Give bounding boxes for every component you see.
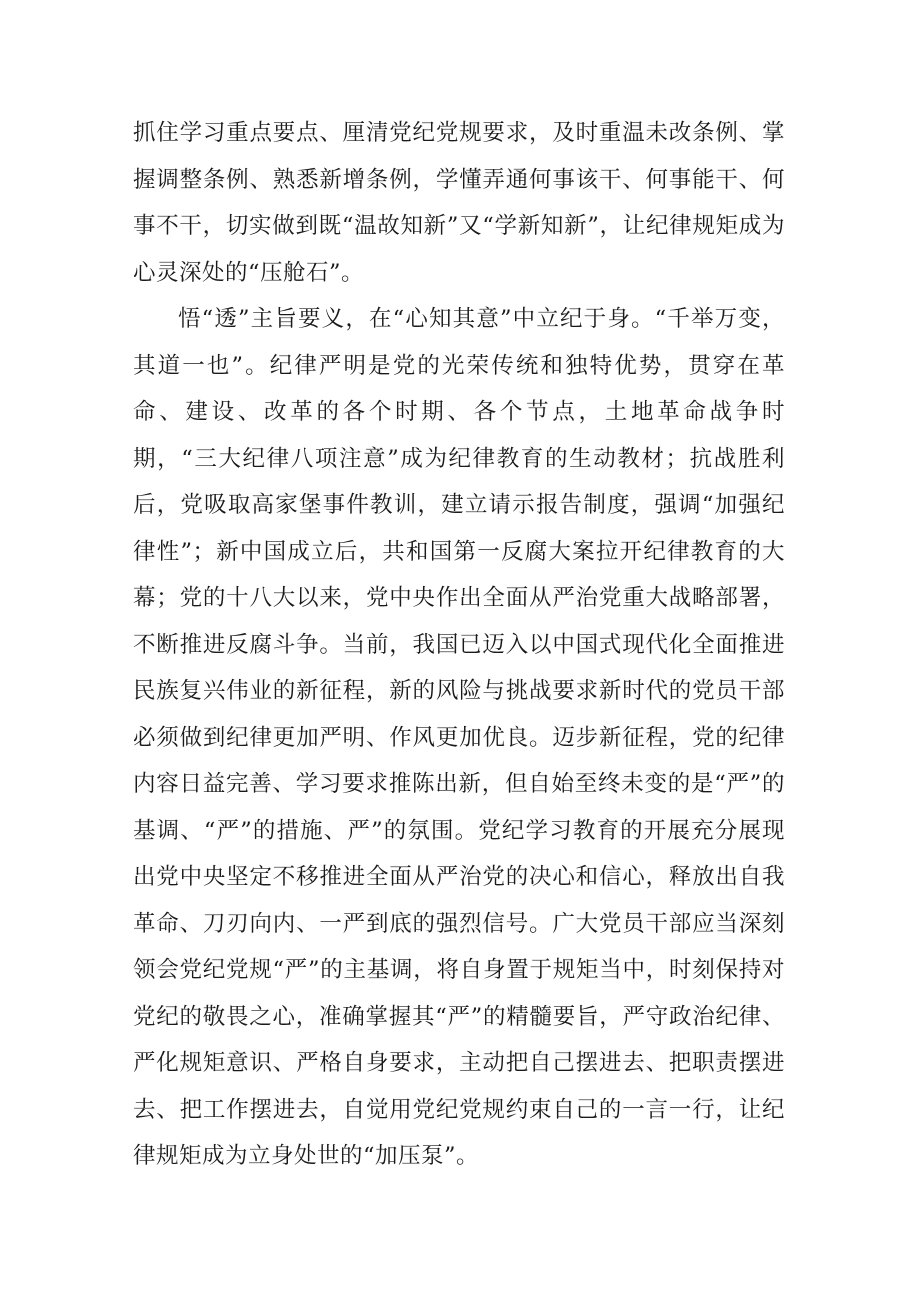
paragraph-1: 抓住学习重点要点、厘清党纪党规要求，及时重温未改条例、掌握调整条例、熟悉新增条例，学懂弄通何事该干、何事能干、何事不干，切实做到既“温故知新”又“学新知新”，让纪律规矩成为心灵深处的“压舱石”。 xyxy=(133,120,785,286)
paragraph-2: 悟“透”主旨要义，在“心知其意”中立纪于身。“千举万变，其道一也”。纪律严明是党的光荣传统和独特优势，贯穿在革命、建设、改革的各个时期、各个节点，土地革命战争时期，“三大纪律八项注意”成为纪律教育的生动教材；抗战胜利后，党吸取高家堡事件教训，建立请示报告制度，强调“加强纪律性”；新中国成立后，共和国第一反腐大案拉开纪律教育的大幕；党的十八大以来，党中央作出全面从严治党重大战略部署，不断推进反腐斗争。当前，我国已迈入以中国式现代化全面推进民族复兴伟业的新征程，新的风险与挑战要求新时代的党员干部必须做到纪律更加严明、作风更加优良。迈步新征程，党的纪律内容日益完善、学习要求推陈出新，但自始至终未变的是“严”的基调、“严”的措施、严”的氛围。党纪学习教育的开展充分展现出党中央坚定不移推进全面从严治党的决心和信心，释放出自我革命、刀刃向内、一严到底的强烈信号。广大党员干部应当深刻领会党纪党规“严”的主基调，将自身置于规矩当中，时刻保持对党纪的敬畏之心，准确掌握其“严”的精髓要旨，严守政治纪律、严化规矩意识、严格自身要求，主动把自己摆进去、把职责摆进去、把工作摆进去，自觉用党纪党规约束自己的一言一行，让纪律规矩成为立身处世的“加压泵”。 xyxy=(133,306,785,1169)
